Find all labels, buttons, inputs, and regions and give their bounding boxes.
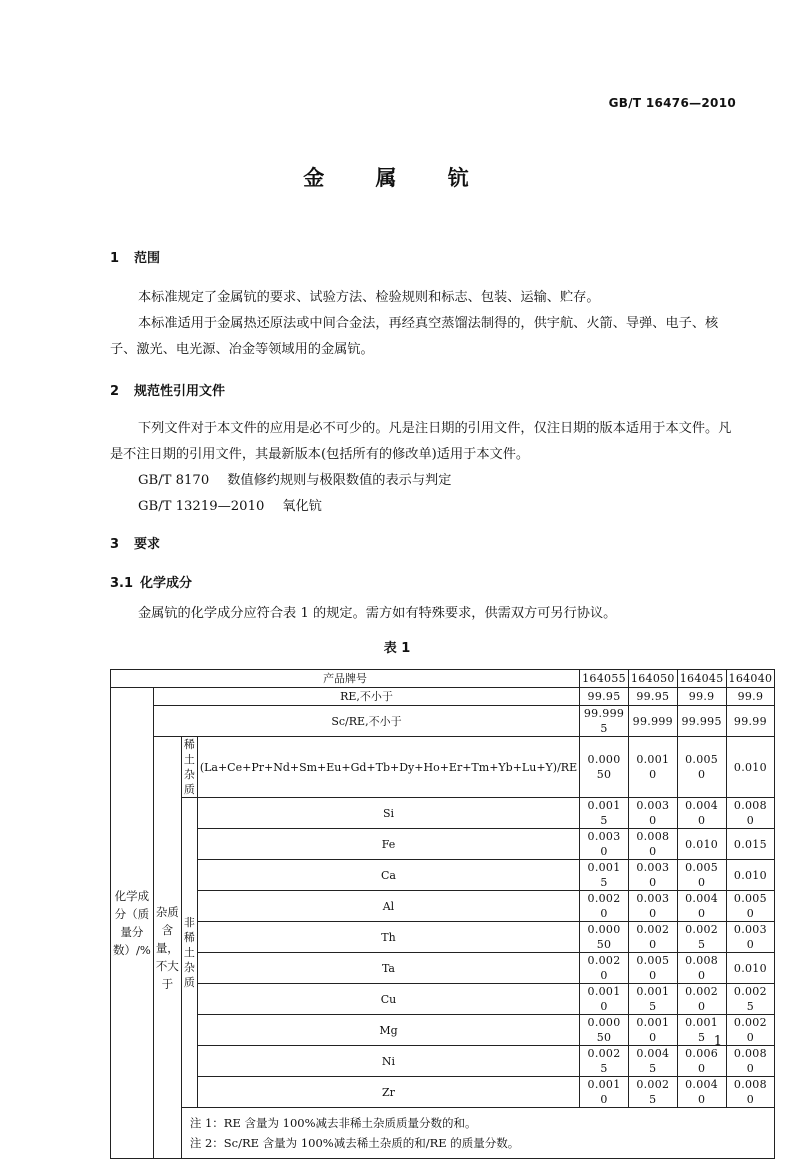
element-name: Ta — [197, 953, 579, 984]
section-2-body — [110, 416, 740, 520]
table-row — [111, 860, 775, 891]
element-name: Ca — [197, 860, 579, 891]
value-cell: 0.001 5 — [628, 984, 677, 1015]
grade-cell: 164045 — [677, 670, 726, 688]
section-3-heading — [110, 533, 160, 552]
value-cell: 0.008 0 — [677, 953, 726, 984]
value-cell: 0.008 0 — [628, 829, 677, 860]
value-cell: 99.95 — [628, 688, 677, 706]
value-cell: 99.99 — [726, 706, 775, 737]
table-row — [111, 688, 775, 706]
value-cell: 0.005 0 — [677, 737, 726, 798]
value-cell: 0.002 0 — [580, 891, 629, 922]
table-row — [111, 1077, 775, 1108]
grade-cell: 164055 — [580, 670, 629, 688]
element-name: Fe — [197, 829, 579, 860]
value-cell: 0.008 0 — [726, 1077, 775, 1108]
non-rare-earth-label: 非稀土杂质 — [181, 798, 197, 1108]
value-cell: 0.000 50 — [580, 1015, 629, 1046]
rare-earth-label: 稀土杂质 — [181, 737, 197, 798]
value-cell: 0.005 0 — [726, 891, 775, 922]
value-cell: 0.001 0 — [580, 984, 629, 1015]
reference-item — [110, 468, 740, 494]
element-name: Cu — [197, 984, 579, 1015]
value-cell: 0.002 5 — [580, 1046, 629, 1077]
table-caption: 表 1 — [383, 641, 411, 656]
value-cell: 0.003 0 — [628, 798, 677, 829]
value-cell: 0.001 0 — [628, 1015, 677, 1046]
element-name: Al — [197, 891, 579, 922]
value-cell: 0.001 0 — [628, 737, 677, 798]
table-row — [111, 1015, 775, 1046]
document-title: 金 属 钪 — [303, 166, 491, 190]
row-label: RE,不小于 — [153, 688, 579, 706]
value-cell: 0.010 — [726, 737, 775, 798]
value-cell: 99.995 — [677, 706, 726, 737]
section-2-heading — [110, 380, 225, 399]
rare-earth-formula: (La+Ce+Pr+Nd+Sm+Eu+Gd+Tb+Dy+Ho+Er+Tm+Yb+Lu+Y)/RE — [197, 737, 579, 798]
table-note: 注 2：Sc/RE 含量为 100%减去稀土杂质的和/RE 的质量分数。 — [189, 1136, 520, 1150]
value-cell: 0.003 0 — [628, 860, 677, 891]
section-number: 2 — [110, 384, 120, 399]
value-cell: 0.004 0 — [677, 1077, 726, 1108]
value-cell: 0.004 0 — [677, 798, 726, 829]
reference-name: 数值修约规则与极限数值的表示与判定 — [227, 473, 452, 488]
table-notes — [181, 1108, 775, 1159]
value-cell: 0.002 5 — [726, 984, 775, 1015]
value-cell: 99.999 5 — [580, 706, 629, 737]
value-cell: 99.999 — [628, 706, 677, 737]
element-name: Ni — [197, 1046, 579, 1077]
value-cell: 0.002 0 — [628, 922, 677, 953]
row-label: Sc/RE,不小于 — [153, 706, 579, 737]
value-cell: 0.001 5 — [580, 860, 629, 891]
reference-item — [110, 494, 740, 520]
table-row — [111, 922, 775, 953]
value-cell: 0.005 0 — [628, 953, 677, 984]
section-title: 规范性引用文件 — [134, 384, 226, 399]
impurity-label: 杂质含量，不大于 — [153, 737, 181, 1159]
section-3-1-heading — [110, 572, 192, 591]
value-cell: 0.010 — [726, 953, 775, 984]
value-cell: 0.001 0 — [580, 1077, 629, 1108]
element-name: Th — [197, 922, 579, 953]
table-row — [111, 984, 775, 1015]
table-row — [111, 953, 775, 984]
value-cell: 0.015 — [726, 829, 775, 860]
value-cell: 0.008 0 — [726, 1046, 775, 1077]
value-cell: 0.002 5 — [677, 922, 726, 953]
paragraph: 本标准适用于金属热还原法或中间合金法，再经真空蒸馏法制得的，供宇航、火箭、导弹、电子、核子、激光、电光源、冶金等领域用的金属钪。 — [110, 316, 719, 357]
value-cell: 0.008 0 — [726, 798, 775, 829]
value-cell: 0.002 0 — [677, 984, 726, 1015]
reference-name: 氧化钪 — [282, 499, 322, 514]
element-name: Si — [197, 798, 579, 829]
section-3-1-body — [110, 601, 740, 627]
value-cell: 0.002 0 — [726, 1015, 775, 1046]
paragraph: 本标准规定了金属钪的要求、试验方法、检验规则和标志、包装、运输、贮存。 — [138, 290, 600, 305]
value-cell: 0.000 50 — [580, 922, 629, 953]
grade-cell: 164040 — [726, 670, 775, 688]
table-row — [111, 1108, 775, 1159]
header-label: 产品牌号 — [111, 670, 580, 688]
grade-cell: 164050 — [628, 670, 677, 688]
value-cell: 0.001 5 — [677, 1015, 726, 1046]
value-cell: 0.006 0 — [677, 1046, 726, 1077]
page-number: 1 — [713, 1034, 722, 1049]
value-cell: 99.9 — [726, 688, 775, 706]
section-title: 化学成分 — [140, 576, 193, 591]
section-title: 要求 — [134, 537, 161, 552]
value-cell: 0.001 5 — [580, 798, 629, 829]
table-note: 注 1：RE 含量为 100%减去非稀土杂质质量分数的和。 — [189, 1116, 477, 1130]
table-row — [111, 1046, 775, 1077]
value-cell: 0.003 0 — [726, 922, 775, 953]
value-cell: 0.005 0 — [677, 860, 726, 891]
value-cell: 0.002 0 — [580, 953, 629, 984]
section-number: 3.1 — [110, 576, 134, 591]
value-cell: 0.010 — [677, 829, 726, 860]
reference-code: GB/T 13219—2010 — [138, 499, 265, 514]
table-row — [111, 891, 775, 922]
value-cell: 0.003 0 — [628, 891, 677, 922]
value-cell: 99.95 — [580, 688, 629, 706]
table-row — [111, 706, 775, 737]
section-1-body — [110, 285, 740, 363]
standard-code: GB/T 16476—2010 — [608, 96, 736, 110]
section-title: 范围 — [134, 251, 161, 266]
value-cell: 0.000 50 — [580, 737, 629, 798]
section-number: 3 — [110, 537, 120, 552]
table-row — [111, 737, 775, 798]
value-cell: 0.002 5 — [628, 1077, 677, 1108]
value-cell: 0.004 0 — [677, 891, 726, 922]
paragraph: 金属钪的化学成分应符合表 1 的规定。需方如有特殊要求，供需双方可另行协议。 — [138, 606, 617, 621]
table-row — [111, 670, 775, 688]
value-cell: 99.9 — [677, 688, 726, 706]
chemical-composition-table — [110, 669, 775, 1159]
element-name: Mg — [197, 1015, 579, 1046]
reference-code: GB/T 8170 — [138, 473, 210, 488]
table-row — [111, 798, 775, 829]
element-name: Zr — [197, 1077, 579, 1108]
value-cell: 0.004 5 — [628, 1046, 677, 1077]
value-cell: 0.003 0 — [580, 829, 629, 860]
row-group-label: 化学成分（质量分数）/% — [111, 688, 154, 1159]
value-cell: 0.010 — [726, 860, 775, 891]
paragraph: 下列文件对于本文件的应用是必不可少的。凡是注日期的引用文件，仅注日期的版本适用于本文件。凡是不注日期的引用文件，其最新版本(包括所有的修改单)适用于本文件。 — [110, 421, 732, 462]
section-number: 1 — [110, 251, 120, 266]
table-row — [111, 829, 775, 860]
section-1-heading — [110, 247, 160, 266]
